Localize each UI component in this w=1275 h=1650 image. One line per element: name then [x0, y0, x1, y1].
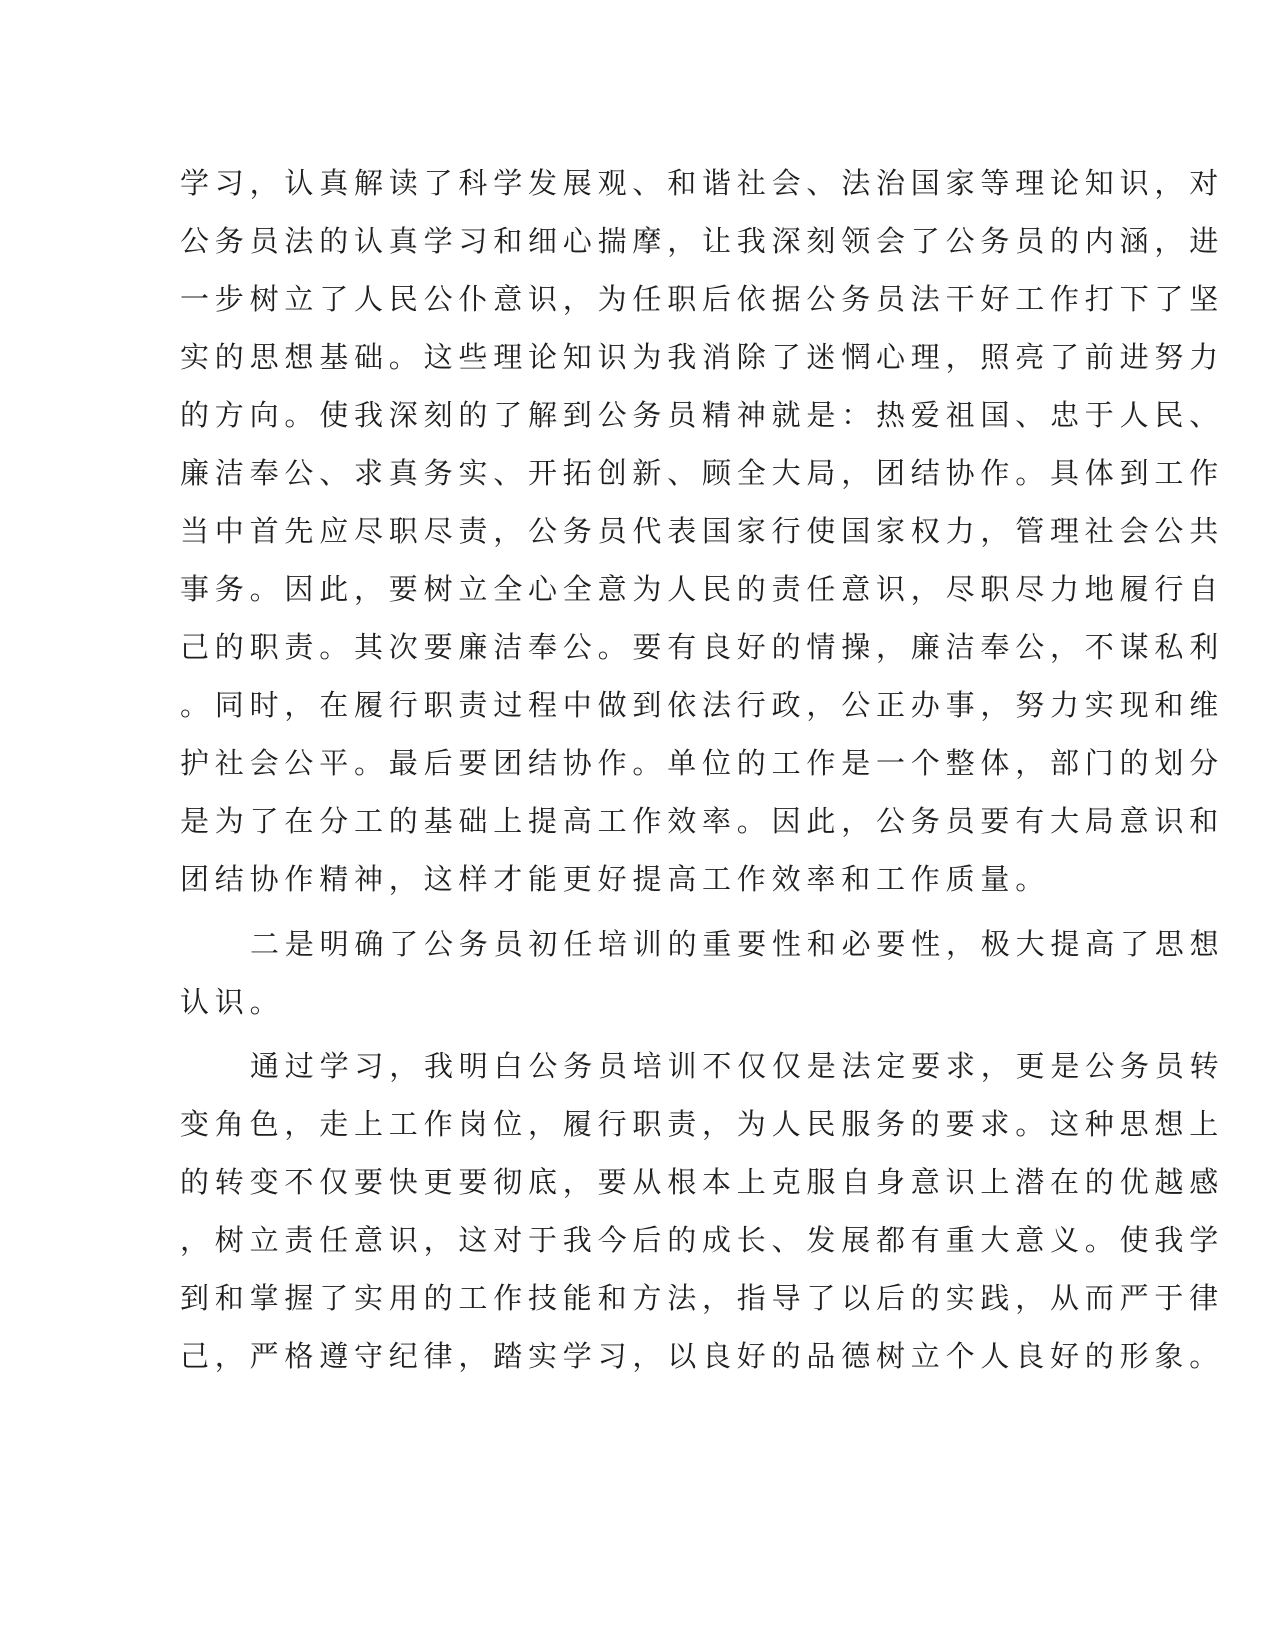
text-line: 当中首先应尽职尽责，公务员代表国家行使国家权力，管理社会公共	[180, 514, 1225, 548]
text-line: 二是明确了公务员初任培训的重要性和必要性，极大提高了思想	[250, 927, 1225, 961]
text-line: 的转变不仅要快更要彻底，要从根本上克服自身意识上潜在的优越感	[180, 1165, 1225, 1199]
text-line: 廉洁奉公、求真务实、开拓创新、顾全大局，团结协作。具体到工作	[180, 456, 1225, 490]
text-line: 认识。	[180, 985, 285, 1019]
text-line: 的方向。使我深刻的了解到公务员精神就是：热爱祖国、忠于人民、	[180, 398, 1225, 432]
text-line: 是为了在分工的基础上提高工作效率。因此，公务员要有大局意识和	[180, 804, 1225, 838]
text-line: 己，严格遵守纪律，踏实学习，以良好的品德树立个人良好的形象。	[180, 1339, 1225, 1373]
text-line: 己的职责。其次要廉洁奉公。要有良好的情操，廉洁奉公，不谋私利	[180, 630, 1225, 664]
text-line: 通过学习，我明白公务员培训不仅仅是法定要求，更是公务员转	[250, 1049, 1225, 1083]
text-line: 公务员法的认真学习和细心揣摩，让我深刻领会了公务员的内涵，进	[180, 224, 1225, 258]
text-line: 事务。因此，要树立全心全意为人民的责任意识，尽职尽力地履行自	[180, 572, 1225, 606]
text-line: 一步树立了人民公仆意识，为任职后依据公务员法干好工作打下了坚	[180, 282, 1225, 316]
text-line: 实的思想基础。这些理论知识为我消除了迷惘心理，照亮了前进努力	[180, 340, 1225, 374]
text-line: 到和掌握了实用的工作技能和方法，指导了以后的实践，从而严于律	[180, 1281, 1225, 1315]
text-line: 学习，认真解读了科学发展观、和谐社会、法治国家等理论知识，对	[180, 166, 1225, 200]
text-line: ，树立责任意识，这对于我今后的成长、发展都有重大意义。使我学	[180, 1223, 1225, 1257]
text-line: 变角色，走上工作岗位，履行职责，为人民服务的要求。这种思想上	[180, 1107, 1225, 1141]
text-line: 。同时，在履行职责过程中做到依法行政，公正办事，努力实现和维	[180, 688, 1225, 722]
text-line: 团结协作精神，这样才能更好提高工作效率和工作质量。	[180, 862, 1051, 896]
text-line: 护社会公平。最后要团结协作。单位的工作是一个整体，部门的划分	[180, 746, 1225, 780]
